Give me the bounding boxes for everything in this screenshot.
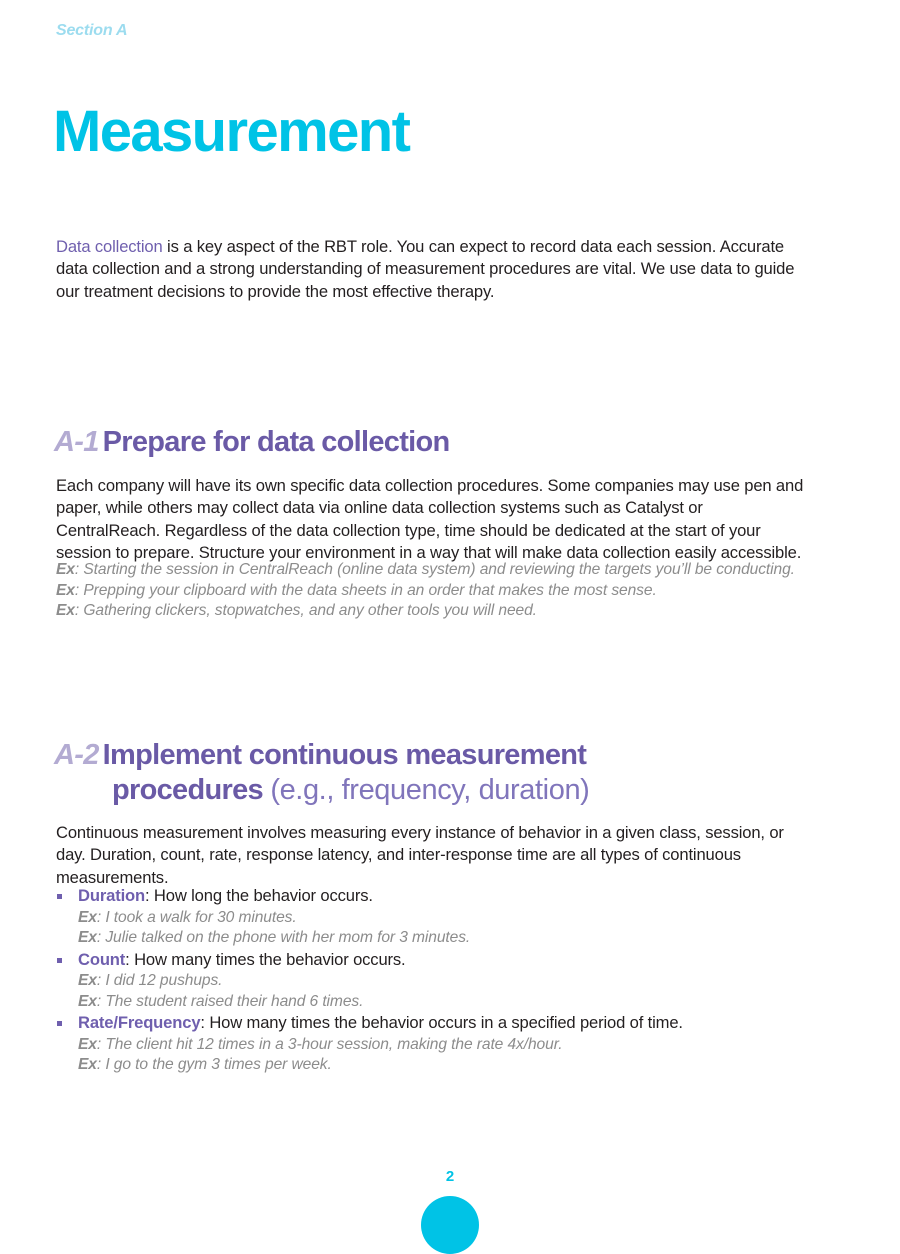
example-line [56, 560, 795, 581]
example-prefix: Ex [56, 561, 75, 578]
example-text: I took a walk for 30 minutes. [105, 908, 297, 926]
example-separator: : [96, 1035, 106, 1053]
bullet-definition: : How many times the behavior occurs. [125, 949, 406, 969]
bullet-examples [56, 971, 846, 1012]
example-separator: : [96, 1056, 106, 1074]
example-separator: : [96, 929, 106, 947]
subheading-a2-title-light: (e.g., frequency, duration) [270, 774, 590, 807]
section-label: Section A [56, 22, 128, 39]
example-separator: : [74, 602, 84, 620]
example-separator: : [96, 908, 106, 926]
list-item [56, 949, 846, 1013]
example-line [56, 581, 795, 602]
example-line [78, 908, 846, 929]
subheading-a1-title: Prepare for data collection [102, 426, 450, 459]
bullet-definition: : How long the behavior occurs. [145, 886, 373, 905]
bullet-term: Duration [78, 886, 146, 905]
example-text: The student raised their hand 6 times. [105, 992, 364, 1010]
list-item [56, 1012, 846, 1076]
bullet-count [56, 949, 846, 972]
example-separator: : [74, 561, 84, 578]
bullet-definition: : How many times the behavior occurs in a specified period of time. [200, 1013, 683, 1033]
example-text: Starting the session in CentralReach (online data system) and reviewing the targets you’ll be conducting. [83, 561, 795, 578]
list-item [56, 885, 846, 949]
subheading-a1 [54, 424, 854, 461]
subheading-a2-title-line2: procedures [112, 774, 263, 807]
intro-paragraph [56, 236, 816, 304]
subheading-a1-code: A-1 [54, 426, 99, 459]
example-separator: : [96, 992, 106, 1010]
examples-a1 [56, 560, 795, 622]
example-text: Prepping your clipboard with the data sheets in an order that makes the most sense. [83, 581, 657, 599]
bullet-rate-frequency [56, 1012, 846, 1035]
example-line [78, 928, 846, 949]
measurement-bullet-list [56, 885, 846, 1076]
bullet-duration [56, 885, 846, 908]
example-prefix: Ex [78, 929, 97, 947]
subheading-a2-code: A-2 [54, 739, 99, 772]
example-prefix: Ex [78, 972, 97, 990]
example-prefix: Ex [78, 992, 97, 1010]
example-prefix: Ex [78, 908, 97, 926]
example-line [78, 1055, 846, 1076]
bullet-examples [56, 1035, 846, 1076]
example-text: Julie talked on the phone with her mom for 3 minutes. [105, 929, 471, 947]
subheading-a2 [54, 737, 854, 809]
body-a2: Continuous measurement involves measuring every instance of behavior in a given class, session, or day. Duration, count, rate, response latency, and inter-response time are all types of continuous measurements. [56, 822, 784, 887]
bullet-term: Rate/Frequency [78, 1013, 201, 1033]
example-text: The client hit 12 times in a 3-hour session, making the rate 4x/hour. [105, 1035, 563, 1053]
intro-highlight: Data collection [56, 236, 163, 256]
example-line [78, 992, 846, 1013]
page-title: Measurement [53, 98, 410, 164]
subheading-a2-title-line1: Implement continuous measurement [102, 739, 587, 772]
bullet-examples [56, 908, 846, 949]
body-a1: Each company will have its own specific data collection procedures. Some companies may use pen and paper, while others may collect data via online data collection systems such as Catalyst or CentralReach. Regardless of the data collection type, time should be dedicated at the start of your session to prepare. Structure your environment in a way that will make data collection easily accessible. [56, 475, 804, 563]
example-line [78, 971, 846, 992]
square-bullet-icon [57, 1021, 62, 1026]
example-line [78, 1035, 846, 1056]
example-prefix: Ex [78, 1035, 97, 1053]
example-prefix: Ex [78, 1056, 97, 1074]
example-separator: : [96, 972, 106, 990]
example-text: I did 12 pushups. [105, 972, 223, 990]
subheading-a2-line2 [54, 772, 854, 809]
intro-rest: is a key aspect of the RBT role. You can expect to record data each session. Accurate data collection and a strong understanding of measurement procedures are vital. We use data to guide our treatment decisions to provide the most effective therapy. [56, 236, 795, 301]
example-text: Gathering clickers, stopwatches, and any other tools you will need. [83, 602, 537, 620]
page-number: 2 [445, 1168, 455, 1185]
square-bullet-icon [57, 894, 62, 899]
footer-dome-decoration [421, 1196, 479, 1254]
example-line [56, 601, 795, 622]
bullet-term: Count [78, 949, 126, 969]
example-separator: : [74, 581, 84, 599]
square-bullet-icon [57, 958, 62, 963]
example-prefix: Ex [56, 581, 75, 599]
example-text: I go to the gym 3 times per week. [105, 1056, 332, 1074]
example-prefix: Ex [56, 602, 75, 620]
